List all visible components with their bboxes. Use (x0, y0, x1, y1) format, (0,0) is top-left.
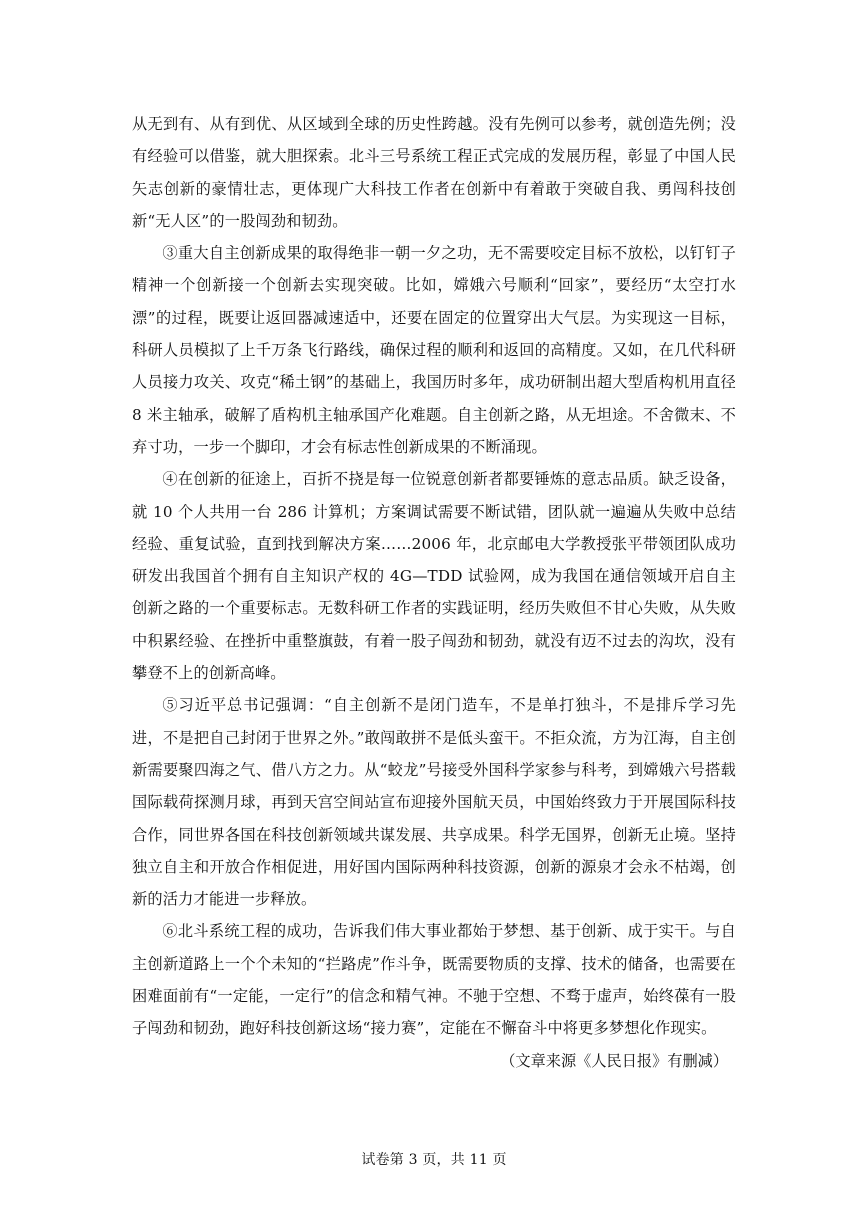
page-footer: 试卷第 3 页，共 11 页 (361, 1152, 507, 1168)
paragraph-5: ⑤习近平总书记强调：“自主创新不是闭门造车，不是单打独斗，不是排斥学习先进，不是把自己封闭于世界之外。”敢闯敢拼不是低头蛮干。不拒众流，方为江海，自主创新需要聚四海之气、借八方之力。从“蛟龙”号接受外国科学家参与科考，到嫦娥六号搭载国际载荷探测月球，再到天宫空间站宣布迎接外国航天员，中国始终致力于开展国际科技合作，同世界各国在科技创新领域共谋发展、共享成果。科学无国界，创新无止境。坚持独立自主和开放合作相促进，用好国内国际两种科技资源，创新的源泉才会永不枯竭，创新的活力才能进一步释放。 (132, 696, 736, 909)
article-source-note: （文章来源《人民日报》有删减） (500, 1051, 728, 1070)
paragraph-6: ⑥北斗系统工程的成功，告诉我们伟大事业都始于梦想、基于创新、成于实干。与自主创新道路上一个个未知的“拦路虎”作斗争，既需要物质的支撑、技术的储备，也需要在困难面前有“一定能，一定行”的信念和精气神。不驰于空想、不骛于虚声，始终葆有一股子闯劲和韧劲，跑好科技创新这场“接力赛”，定能在不懈奋斗中将更多梦想化作现实。 (132, 922, 736, 1038)
article-body (132, 108, 736, 1077)
paragraph-continuation: 从无到有、从有到优、从区域到全球的历史性跨越。没有先例可以参考，就创造先例；没有经验可以借鉴，就大胆探索。北斗三号系统工程正式完成的发展历程，彰显了中国人民矢志创新的豪情壮志，更体现广大科技工作者在创新中有着敢于突破自我、勇闯科技创新“无人区”的一股闯劲和韧劲。 (132, 115, 736, 230)
paragraph-3: ③重大自主创新成果的取得绝非一朝一夕之功，无不需要咬定目标不放松，以钉钉子精神一个创新接一个创新去实现突破。比如，嫦娥六号顺利“回家”，要经历“太空打水漂”的过程，既要让返回器减速适中，还要在固定的位置穿出大气层。为实现这一目标，科研人员模拟了上千万条飞行路线，确保过程的顺利和返回的高精度。又如，在几代科研人员接力攻关、攻克“稀土钢”的基础上，我国历时多年，成功研制出超大型盾构机用直径 8 米主轴承，破解了盾构机主轴承国产化难题。自主创新之路，从无坦途。不舍微末、不弃寸功，一步一个脚印，才会有标志性创新成果的不断涌现。 (132, 244, 736, 456)
paragraph-4: ④在创新的征途上，百折不挠是每一位锐意创新者都要锤炼的意志品质。缺乏设备，就 10 个人共用一台 286 计算机；方案调试需要不断试错，团队就一遍遍从失败中总结经验、重复试验，直到找到解决方案……2006 年，北京邮电大学教授张平带领团队成功研发出我国首个拥有自主知识产权的 4G—TDD 试验网，成为我国在通信领域开启自主创新之路的一个重要标志。无数科研工作者的实践证明，经历失败但不甘心失败，从失败中积累经验、在挫折中重整旗鼓，有着一股子闯劲和韧劲，就没有迈不过去的沟坎，没有攀登不上的创新高峰。 (132, 470, 736, 683)
